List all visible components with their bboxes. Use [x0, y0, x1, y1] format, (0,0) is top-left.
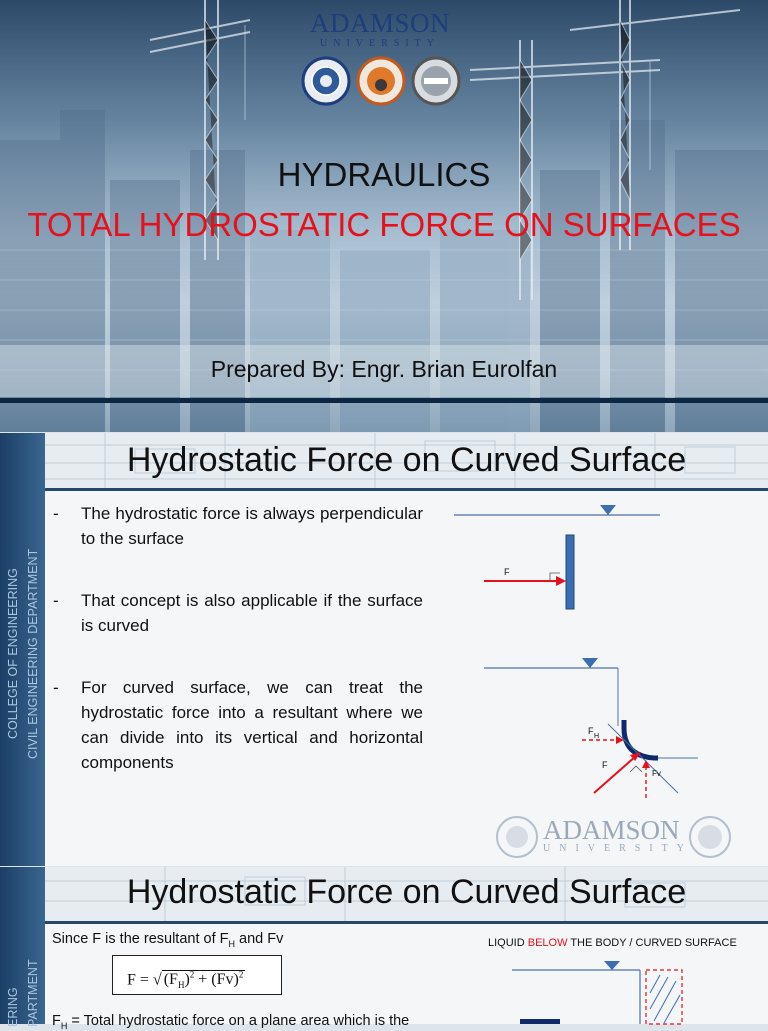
- since-text: Since F is the resultant of $F_H$ and Fv: [52, 931, 284, 949]
- liquid-below-diagram: [500, 953, 700, 1024]
- side-label-department: CIVIL ENGINEERING DEPARTMENT: [26, 548, 40, 759]
- university-seals: [300, 55, 462, 107]
- svg-text:F: F: [588, 726, 594, 736]
- slide-heading: Hydrostatic Force on Curved Surface: [126, 873, 687, 911]
- side-label-college: ERING: [6, 987, 20, 1027]
- title-slide: [0, 0, 768, 432]
- slide-title-hydraulics: HYDRAULICS: [277, 156, 491, 193]
- civil-engineering-seal-icon: [413, 58, 459, 104]
- content-slide-resultant: [0, 867, 768, 1031]
- prepared-by: Prepared By: Engr. Brian Eurolfan: [210, 356, 558, 382]
- water-level-icon: [604, 961, 620, 970]
- water-level-icon: [582, 658, 598, 668]
- resultant-formula: F = √ $(F_H)^2 + (Fv)^2$: [112, 955, 282, 995]
- watermark-sub: UNIVERSITY: [543, 843, 693, 854]
- side-label-department: PARTMENT: [26, 959, 40, 1027]
- college-seal-icon: [358, 58, 404, 104]
- content-slide-curved-surface: [0, 433, 768, 866]
- definition-text: $F_H$ = Total hydrostatic force on a plane area which is the: [52, 1013, 410, 1031]
- water-level-icon: [600, 505, 616, 515]
- university-logo-name: ADAMSON: [309, 8, 451, 38]
- flat-plate-diagram: [450, 493, 670, 623]
- svg-text:Fv: Fv: [652, 769, 661, 778]
- slide-heading: Hydrostatic Force on Curved Surface: [126, 441, 687, 479]
- liquid-below-caption: LIQUID BELOW THE BODY / CURVED SURFACE: [488, 937, 737, 949]
- slide-divider: [0, 398, 768, 403]
- bullet-perpendicular: - The hydrostatic force is always perpendicular to the surface: [53, 504, 423, 548]
- university-logo-sub: UNIVERSITY: [320, 38, 440, 49]
- bullet-components: - For curved surface, we can treat the hydrostatic force into a resultant where we can divide into its vertical and horizontal components: [53, 678, 423, 772]
- watermark-name: ADAMSON: [543, 815, 680, 845]
- curved-surface-diagram: [478, 648, 728, 798]
- bullet-curved: - That concept is also applicable if the surface is curved: [53, 591, 423, 635]
- svg-text:H: H: [594, 733, 600, 740]
- title-rule: [45, 488, 768, 491]
- svg-text:F: F: [602, 760, 608, 770]
- title-rule: [45, 921, 768, 924]
- seal-icon: [303, 58, 349, 104]
- svg-text:F: F: [504, 567, 510, 577]
- slide-subtitle-topic: TOTAL HYDROSTATIC FORCE ON SURFACES: [27, 206, 741, 243]
- side-label-college: COLLEGE OF ENGINEERING: [6, 568, 20, 739]
